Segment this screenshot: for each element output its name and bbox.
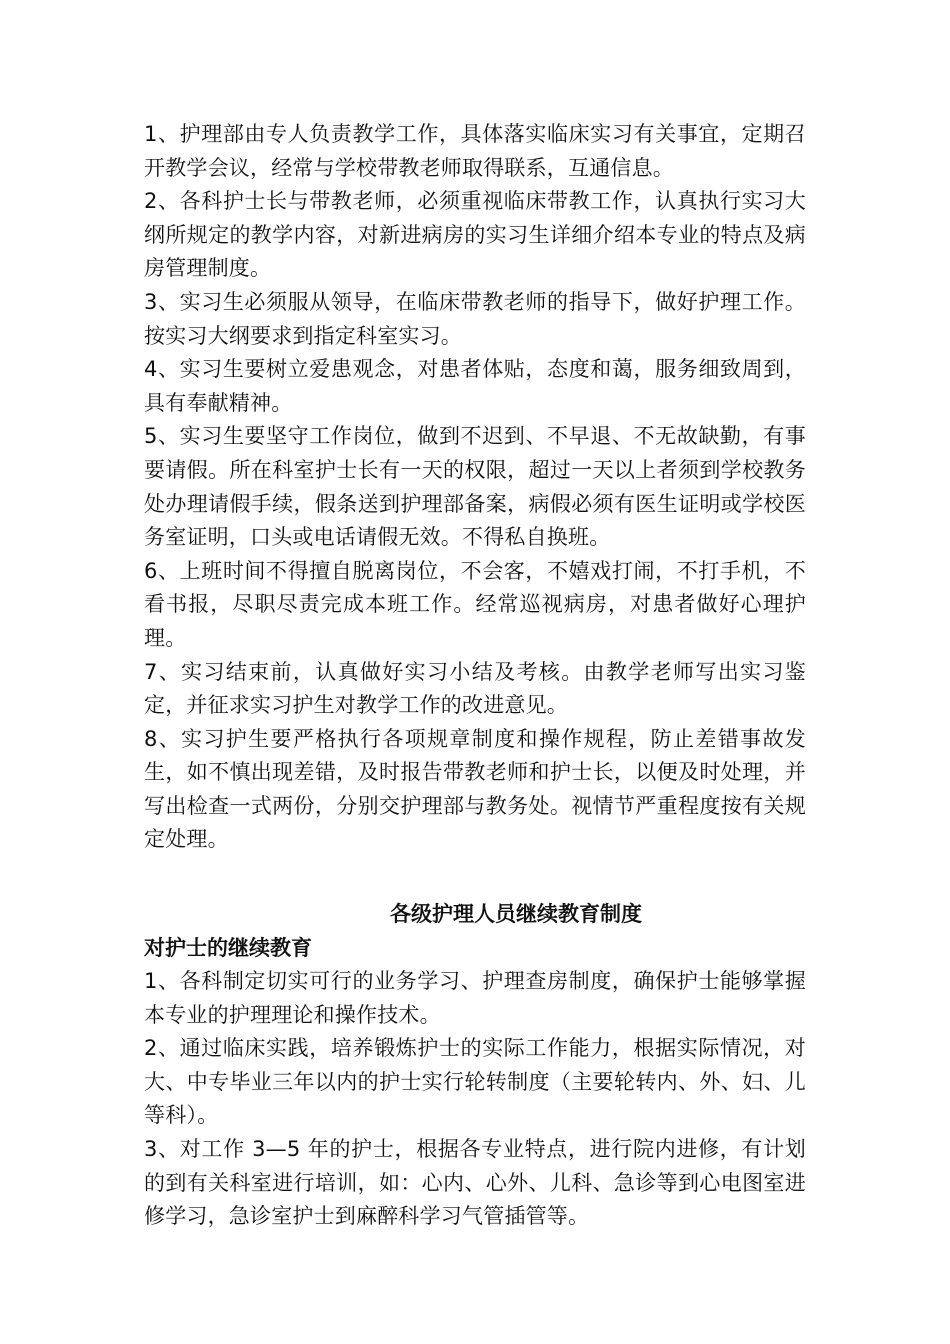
section-gap [144,857,806,897]
continuing-education-section [144,897,806,1234]
rule-item-7: 7、实习结束前，认真做好实习小结及考核。由教学老师写出实习鉴定，并征求实习护生对教学工作的改进意见。 [144,659,806,718]
section-subheading: 对护士的继续教育 [144,936,312,961]
section-title: 各级护理人员继续教育制度 [390,902,642,927]
rule-item-4: 4、实习生要树立爱患观念，对患者体贴，态度和蔼，服务细致周到，具有奉献精神。 [144,357,806,415]
rule-item-2: 2、各科护士长与带教老师，必须重视临床带教工作，认真执行实习大纲所规定的教学内容，对新进病房的实习生详细介绍本专业的特点及病房管理制度。 [144,189,806,281]
document-page [144,118,806,1234]
rule-item-3: 3、实习生必须服从领导，在临床带教老师的指导下，做好护理工作。按实习大纲要求到指定科室实习。 [144,289,806,348]
education-item-2: 2、通过临床实践，培养锻炼护士的实际工作能力，根据实际情况，对大、中专毕业三年以内的护士实行轮转制度（主要轮转内、外、妇、儿等科）。 [144,1036,806,1128]
rule-item-6: 6、上班时间不得擅自脱离岗位，不会客，不嬉戏打闹，不打手机，不看书报，尽职尽责完成本班工作。经常巡视病房，对患者做好心理护理。 [144,558,806,650]
rule-item-5: 5、实习生要坚守工作岗位，做到不迟到、不早退、不无故缺勤，有事要请假。所在科室护士长有一天的权限，超过一天以上者须到学校教务处办理请假手续，假条送到护理部备案，病假必须有医生证明或学校医务室证明，口头或电话请假无效。不得私自换班。 [144,424,806,550]
education-item-1: 1、各科制定切实可行的业务学习、护理查房制度，确保护士能够掌握本专业的护理理论和操作技术。 [144,969,806,1027]
rule-item-1: 1、护理部由专人负责教学工作，具体落实临床实习有关事宜，定期召开教学会议，经常与学校带教老师取得联系，互通信息。 [144,122,806,180]
rule-item-8: 8、实习护生要严格执行各项规章制度和操作规程，防止差错事故发生，如不慎出现差错，及时报告带教老师和护士长，以便及时处理，并写出检查一式两份，分别交护理部与教务处。视情节严重程度按有关规定处理。 [144,726,806,852]
education-item-3: 3、对工作 3—5 年的护士，根据各专业特点，进行院内进修，有计划的到有关科室进行培训，如：心内、心外、儿科、急诊等到心电图室进修学习，急诊室护士到麻醉科学习气管插管等。 [144,1137,806,1229]
internship-rules-section [144,118,806,857]
